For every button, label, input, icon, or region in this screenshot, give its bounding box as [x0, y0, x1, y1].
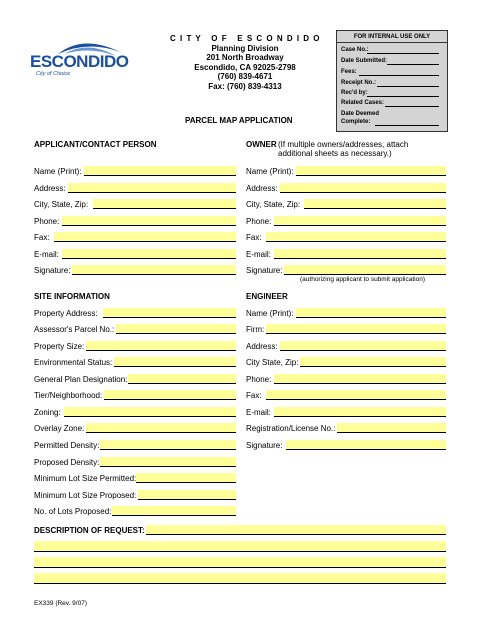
engineer-phone-field[interactable] [274, 374, 446, 384]
zoning-label: Zoning: [34, 408, 61, 417]
applicant-name-label: Name (Print): [34, 167, 82, 176]
city-name: C I T Y O F E S C O N D I D O [170, 34, 321, 43]
owner-email-label: E-mail: [246, 250, 271, 259]
fees-line [359, 75, 439, 76]
complete-label: Complete: [341, 119, 371, 125]
applicant-signature-label: Signature: [34, 266, 71, 275]
overlay-label: Overlay Zone: [34, 424, 85, 433]
property-address-field[interactable] [103, 308, 236, 318]
owner-address-label: Address: [246, 184, 278, 193]
description-field-line4[interactable] [34, 573, 446, 584]
engineer-fax-label: Fax: [246, 391, 262, 400]
description-field-line2[interactable] [34, 541, 446, 552]
engineer-city-label: City State, Zip: [246, 358, 299, 367]
property-address-label: Property Address: [34, 309, 98, 318]
owner-name-label: Name (Print): [246, 167, 294, 176]
description-title: DESCRIPTION OF REQUEST: [34, 526, 145, 535]
applicant-address-field[interactable] [68, 183, 236, 193]
gp-designation-label: General Plan Designation: [34, 375, 128, 384]
form-number: EX339 (Rev. 9/07) [34, 600, 87, 607]
property-size-field[interactable] [86, 341, 236, 351]
engineer-name-field[interactable] [296, 308, 446, 318]
engineer-phone-label: Phone: [246, 375, 272, 384]
engineer-address-label: Address: [246, 342, 278, 351]
complete-line [375, 125, 439, 126]
env-status-field[interactable] [114, 357, 236, 367]
street-address: 201 North Broadway [206, 53, 284, 62]
engineer-email-field[interactable] [274, 407, 446, 417]
case-no-line [367, 53, 439, 54]
applicant-email-field[interactable] [62, 249, 236, 259]
owner-phone-field[interactable] [274, 216, 446, 226]
applicant-phone-field[interactable] [62, 216, 236, 226]
recd-by-label: Rec'd by: [341, 90, 368, 96]
owner-city-field[interactable] [304, 199, 446, 209]
owner-note-line1: (If multiple owners/addresses, attach [278, 140, 409, 149]
site-section-title: SITE INFORMATION [34, 292, 110, 301]
owner-note-line2: additional sheets as necessary.) [278, 149, 392, 158]
proposed-density-field[interactable] [100, 457, 236, 467]
applicant-fax-label: Fax: [34, 233, 50, 242]
owner-fax-field[interactable] [266, 232, 446, 242]
engineer-signature-field[interactable] [286, 440, 446, 450]
city-logo [28, 34, 128, 80]
receipt-no-line [377, 86, 439, 87]
owner-section-title: OWNER [246, 140, 277, 149]
owner-email-field[interactable] [274, 249, 446, 259]
description-field-line1[interactable] [146, 525, 446, 535]
fees-label: Fees: [341, 69, 357, 75]
num-lots-field[interactable] [112, 506, 236, 516]
tier-field[interactable] [104, 390, 236, 400]
engineer-fax-field[interactable] [266, 390, 446, 400]
applicant-name-field[interactable] [84, 166, 236, 176]
date-submitted-line [387, 64, 439, 65]
applicant-section-title: APPLICANT/CONTACT PERSON [34, 140, 157, 149]
engineer-firm-field[interactable] [266, 324, 446, 334]
env-status-label: Environmental Status: [34, 358, 113, 367]
division-name: Planning Division [211, 43, 279, 53]
owner-signature-label: Signature: [246, 266, 283, 275]
min-lot-permitted-field[interactable] [136, 473, 236, 483]
logo-tagline: City of Choice [36, 71, 71, 77]
apn-label: Assessor's Parcel No.: [34, 325, 115, 334]
permitted-density-field[interactable] [100, 440, 236, 450]
owner-signature-note: (authorizing applicant to submit application) [300, 276, 426, 283]
engineer-registration-field[interactable] [337, 423, 446, 433]
owner-address-field[interactable] [280, 183, 446, 193]
applicant-city-field[interactable] [93, 199, 236, 209]
applicant-address-label: Address: [34, 184, 66, 193]
applicant-fax-field[interactable] [54, 232, 236, 242]
applicant-email-label: E-mail: [34, 250, 59, 259]
date-submitted-label: Date Submitted: [341, 58, 388, 64]
recd-by-line [367, 96, 439, 97]
related-cases-label: Related Cases: [341, 100, 385, 106]
apn-field[interactable] [116, 324, 236, 334]
form-title: PARCEL MAP APPLICATION [185, 116, 293, 125]
owner-signature-field[interactable] [284, 265, 446, 275]
engineer-address-field[interactable] [280, 341, 446, 351]
zoning-field[interactable] [64, 407, 236, 417]
case-no-label: Case No.: [341, 47, 369, 53]
applicant-phone-label: Phone: [34, 217, 60, 226]
city-header [170, 34, 320, 91]
engineer-registration-label: Registration/License No.: [246, 424, 336, 433]
num-lots-label: No. of Lots Proposed: [34, 507, 112, 516]
owner-phone-label: Phone: [246, 217, 272, 226]
city-state-zip: Escondido, CA 92025-2798 [194, 62, 296, 72]
phone-number: (760) 839-4671 [217, 72, 273, 81]
property-size-label: Property Size: [34, 342, 85, 351]
engineer-section-title: ENGINEER [246, 292, 288, 301]
min-lot-permitted-label: Minimum Lot Size Permitted: [34, 474, 137, 483]
min-lot-proposed-field[interactable] [138, 490, 236, 500]
proposed-density-label: Proposed Density: [34, 458, 100, 467]
internal-title: FOR INTERNAL USE ONLY [337, 34, 447, 43]
owner-name-field[interactable] [296, 166, 446, 176]
date-deemed-label: Date Deemed [341, 111, 380, 117]
internal-use-box [336, 30, 448, 132]
engineer-email-label: E-mail: [246, 408, 271, 417]
description-field-line3[interactable] [34, 557, 446, 568]
logo-name: ESCONDIDO [30, 52, 129, 71]
applicant-city-label: City, State, Zip: [34, 200, 89, 209]
receipt-no-label: Receipt No.: [341, 80, 377, 86]
engineer-firm-label: Firm: [246, 325, 265, 334]
owner-fax-label: Fax: [246, 233, 262, 242]
tier-label: Tier/Neighborhood: [34, 391, 103, 400]
owner-city-label: City, State, Zip: [246, 200, 301, 209]
engineer-signature-label: Signature: [246, 441, 283, 450]
gp-designation-field[interactable] [128, 374, 236, 384]
applicant-signature-field[interactable] [72, 265, 236, 275]
engineer-name-label: Name (Print): [246, 309, 294, 318]
overlay-field[interactable] [86, 423, 236, 433]
engineer-city-field[interactable] [300, 357, 446, 367]
permitted-density-label: Permitted Density: [34, 441, 100, 450]
fax-number: Fax: (760) 839-4313 [208, 81, 282, 91]
related-cases-line [385, 106, 439, 107]
min-lot-proposed-label: Minimum Lot Size Proposed: [34, 491, 137, 500]
